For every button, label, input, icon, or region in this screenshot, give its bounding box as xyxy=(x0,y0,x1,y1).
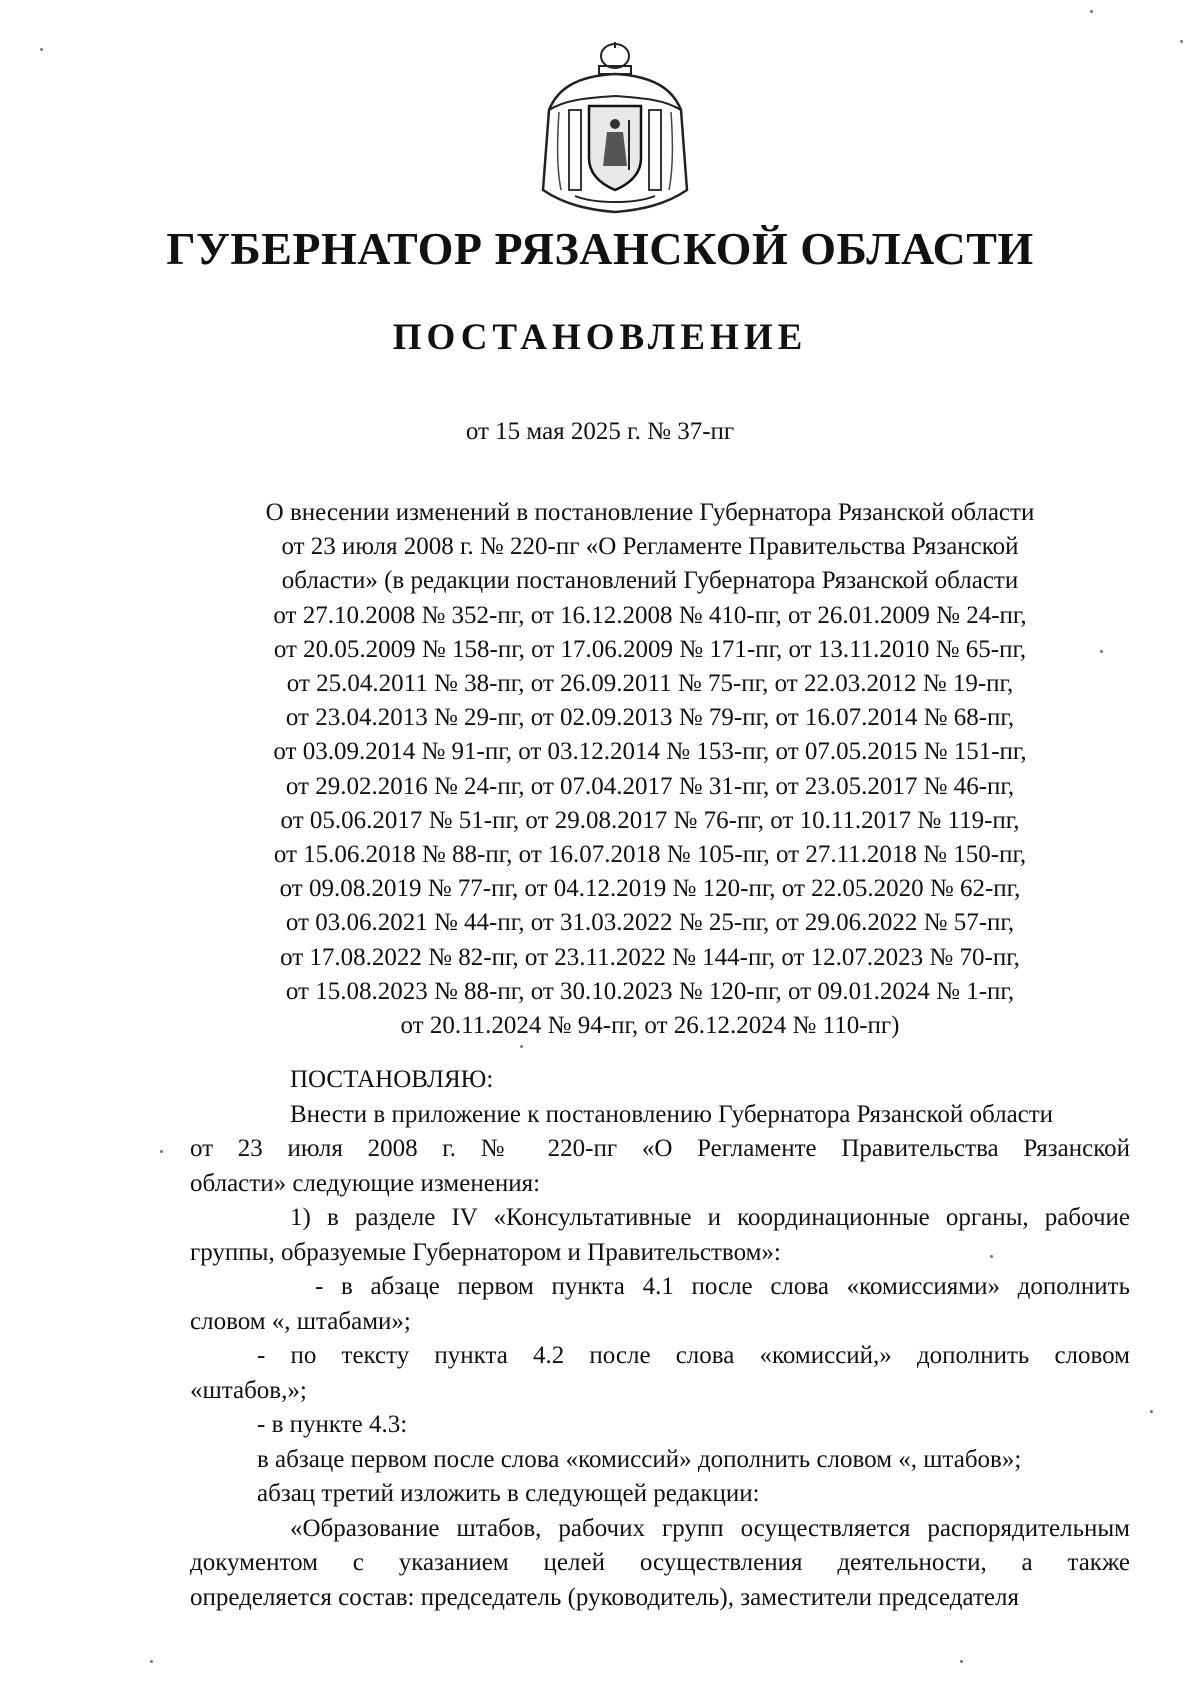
scan-speck xyxy=(150,1660,153,1663)
caption-line: от 29.02.2016 № 24-пг, от 07.04.2017 № 31-пг, от 23.05.2017 № 46-пг, xyxy=(285,772,1015,800)
scan-speck xyxy=(160,1150,163,1153)
caption-line: О внесении изменений в постановление Губернатора Рязанской области xyxy=(265,499,1035,526)
caption-line: от 05.06.2017 № 51-пг, от 29.08.2017 № 76-пг, от 10.11.2017 № 119-пг, xyxy=(280,806,1020,834)
document-type-heading: ПОСТАНОВЛЕНИЕ xyxy=(392,317,808,358)
scan-speck xyxy=(990,1255,993,1258)
caption-line: от 15.08.2023 № 88-пг, от 30.10.2023 № 120-пг, от 09.01.2024 № 1-пг, xyxy=(285,977,1015,1005)
intro-paragraph-line: области» следующие изменения: xyxy=(190,1169,541,1197)
subitem-4-1-line: словом «, штабами»; xyxy=(190,1307,411,1335)
subitem-4-2-line: «штабов,»; xyxy=(190,1376,307,1404)
subitem-4-1-line: - в абзаце первом пункта 4.1 после слова «комиссиями» дополнить xyxy=(315,1273,1130,1300)
document-caption xyxy=(200,496,1100,1043)
caption-line: от 23.04.2013 № 29-пг, от 02.09.2013 № 79-пг, от 16.07.2014 № 68-пг, xyxy=(285,704,1015,732)
caption-line: от 23 июля 2008 г. № 220-пг «О Регламенте Правительства Рязанской xyxy=(281,533,1019,561)
caption-line: от 25.04.2011 № 38-пг, от 26.09.2011 № 75-пг, от 22.03.2012 № 19-пг, xyxy=(286,670,1014,698)
resolve-heading: ПОСТАНОВЛЯЮ: xyxy=(290,1066,494,1093)
scan-speck xyxy=(1180,40,1183,43)
scan-speck xyxy=(1100,650,1103,653)
intro-paragraph-line: от 23 июля 2008 г. № 220-пг «О Регламенте Правительства Рязанской xyxy=(190,1135,1130,1162)
caption-line: от 17.08.2022 № 82-пг, от 23.11.2022 № 144-пг, от 12.07.2023 № 70-пг, xyxy=(280,943,1020,971)
scan-speck xyxy=(40,48,43,51)
quoted-text-line: «Образование штабов, рабочих групп осуществляется распорядительным xyxy=(290,1514,1130,1542)
document-body xyxy=(190,1063,1130,1615)
caption-line: от 03.09.2014 № 91-пг, от 03.12.2014 № 153-пг, от 07.05.2015 № 151-пг, xyxy=(273,738,1027,766)
caption-line: от 27.10.2008 № 352-пг, от 16.12.2008 № 410-пг, от 26.01.2009 № 24-пг, xyxy=(273,601,1027,629)
caption-line: от 09.08.2019 № 77-пг, от 04.12.2019 № 120-пг, от 22.05.2020 № 62-пг, xyxy=(279,875,1021,903)
scan-speck xyxy=(1090,10,1093,13)
caption-line: области» (в редакции постановлений Губернатора Рязанской области xyxy=(281,567,1019,595)
quoted-text-line: определяется состав: председатель (руководитель), заместители председателя xyxy=(190,1583,1019,1611)
caption-line: от 20.11.2024 № 94-пг, от 26.12.2024 № 110-пг) xyxy=(400,1012,900,1040)
scan-speck xyxy=(1150,1410,1153,1413)
scan-speck xyxy=(960,1660,963,1663)
subitem-4-3-line: в абзаце первом после слова «комиссий» дополнить словом «, штабов»; xyxy=(257,1445,1022,1473)
intro-paragraph-line: Внести в приложение к постановлению Губернатора Рязанской области xyxy=(290,1100,1054,1128)
authority-title: ГУБЕРНАТОР РЯЗАНСКОЙ ОБЛАСТИ xyxy=(166,223,1034,274)
quoted-text-line: документом с указанием целей осуществления деятельности, а также xyxy=(190,1549,1130,1576)
coat-of-arms-icon xyxy=(535,40,695,216)
date-and-number: от 15 мая 2025 г. № 37-пг xyxy=(465,418,735,445)
item-1-line: 1) в разделе IV «Консультативные и координационные органы, рабочие xyxy=(290,1204,1130,1231)
subitem-4-2-line: - по тексту пункта 4.2 после слова «комиссий,» дополнить словом xyxy=(257,1342,1130,1369)
subitem-4-3-heading: - в пункте 4.3: xyxy=(257,1411,408,1438)
caption-line: от 03.06.2021 № 44-пг, от 31.03.2022 № 25-пг, от 29.06.2022 № 57-пг, xyxy=(285,909,1015,937)
caption-line: от 15.06.2018 № 88-пг, от 16.07.2018 № 105-пг, от 27.11.2018 № 150-пг, xyxy=(273,841,1027,869)
subitem-4-3-line: абзац третий изложить в следующей редакции: xyxy=(257,1480,760,1507)
scan-speck xyxy=(520,1045,523,1048)
caption-line: от 20.05.2009 № 158-пг, от 17.06.2009 № 171-пг, от 13.11.2010 № 65-пг, xyxy=(273,635,1027,663)
item-1-line: группы, образуемые Губернатором и Правительством»: xyxy=(190,1238,781,1266)
